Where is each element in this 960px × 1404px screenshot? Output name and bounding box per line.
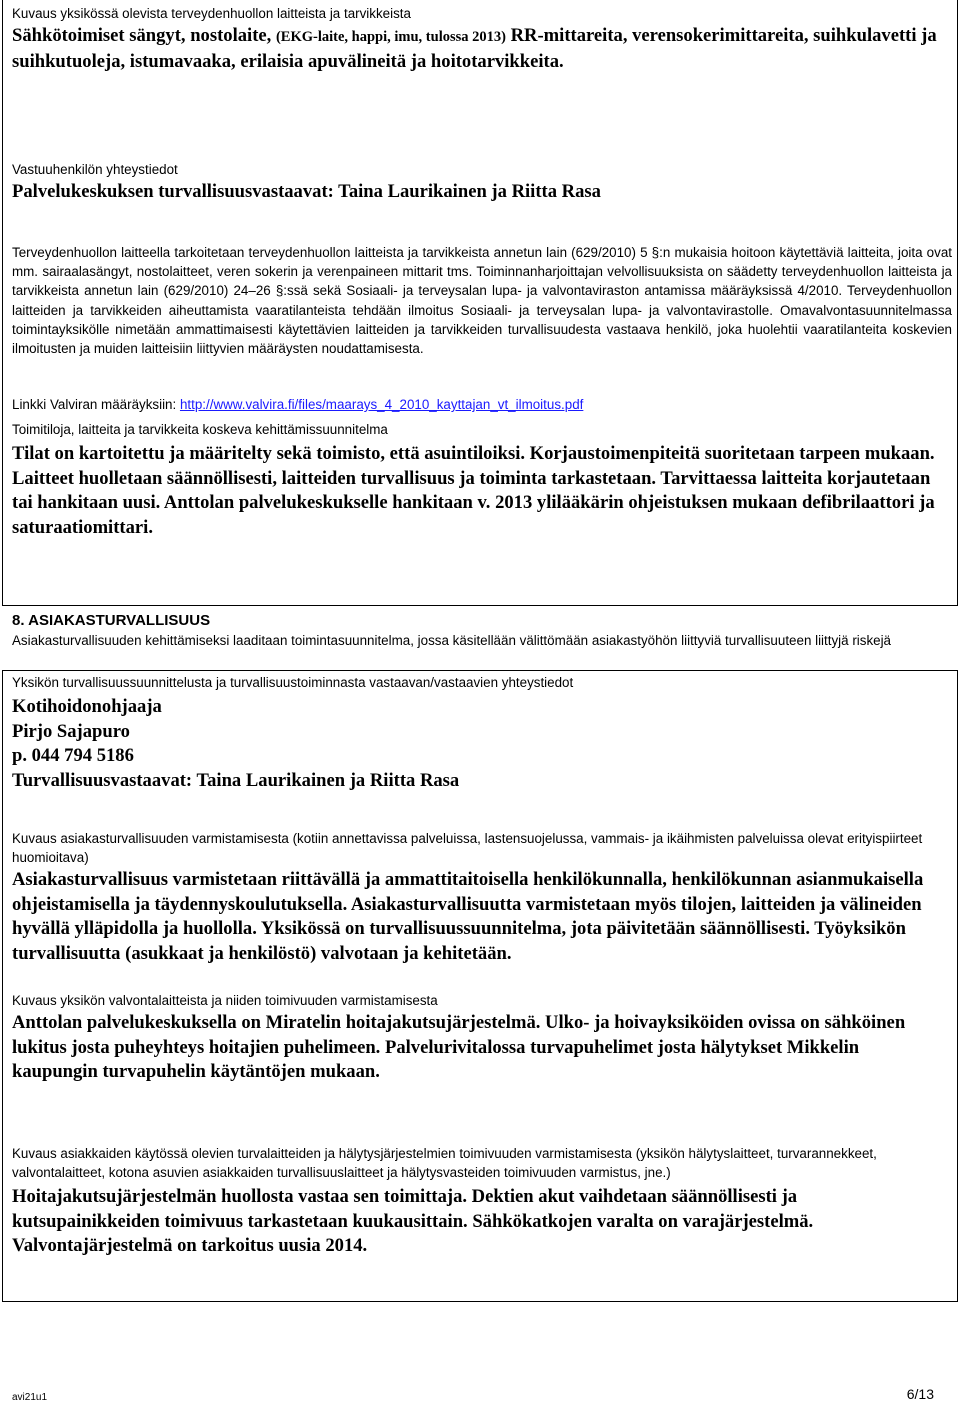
equipment-section bbox=[12, 4, 948, 74]
equipment-label: Kuvaus yksikössä olevista terveydenhuollon laitteista ja tarvikkeista bbox=[12, 6, 411, 21]
footer-doc-id: avi21u1 bbox=[12, 1392, 48, 1403]
monitoring-label: Kuvaus yksikön valvontalaitteista ja niiden toimivuuden varmistamisesta bbox=[12, 993, 438, 1008]
assurance-text: Asiakasturvallisuus varmistetaan riittävällä ja ammattitaitoisella henkilökunnalla, henkilökunnan asianmukaisella ohjeistamisella ja täydennyskoulutuksella. Asiakasturvallisuutta varmistetaan myös tilojen, laitteiden ja välineiden hyvällä ylläpidolla ja huollolla. Yksikössä on turvallisuussuunnitelma, jota päivitetään säännöllisesti. Työyksikön turvallisuutta (asukkaat ja henkilöstö) valvotaan ja kehitetään. bbox=[12, 869, 924, 964]
alarm-label: Kuvaus asiakkaiden käytössä olevien turvalaitteiden ja hälytysjärjestelmien toimivuuden varmistamisesta (yksikön hälytyslaitteet, turvarannekkeet, valvontalaitteet, kotona asuvien asiakkaiden turvallisuuslaitteet ja hälytysvasteiden toimivuuden varmistus, jne.) bbox=[12, 1146, 877, 1180]
safety-contact-line: Pirjo Sajapuro bbox=[12, 720, 130, 742]
valvira-link[interactable]: http://www.valvira.fi/files/maarays_4_2010_kayttajan_vt_ilmoitus.pdf bbox=[179, 397, 584, 412]
equipment-description: Sähkötoimiset sängyt, nostolaite, (EKG-laite, happi, imu, tulossa 2013) RR-mittareita, verensokerimittareita, suihkulavetti ja suihkutuoleja, istumavaaka, erilaisia apuvälineitä ja hoitotarvikkeita. bbox=[12, 25, 937, 72]
section8-heading: 8. ASIAKASTURVALLISUUS bbox=[12, 612, 211, 629]
development-plan bbox=[12, 420, 948, 540]
monitoring-section bbox=[12, 991, 948, 1085]
monitoring-text: Anttolan palvelukeskuksella on Miratelin hoitajakutsujärjestelmä. Ulko- ja hoivayksiköiden ovissa on sähköinen lukitus josta puheyhteys hoitajien puhelimeen. Palvelurivitalossa turvapuhelimet josta hälytykset Mikkelin kaupungin turvapuhelin käytäntöjen mukaan. bbox=[12, 1012, 906, 1082]
plan-label: Toimitiloja, laitteita ja tarvikkeita koskeva kehittämissuunnitelma bbox=[12, 422, 388, 437]
safety-contact-label: Yksikön turvallisuussuunnittelusta ja turvallisuustoiminnasta vastaavan/vastaavien yhteystiedot bbox=[12, 675, 574, 690]
section8-intro: Asiakasturvallisuuden kehittämiseksi laaditaan toimintasuunnitelma, jossa käsitellään välittömään asiakastyöhön liittyviä turvallisuuteen liittyjä riskejä bbox=[12, 633, 892, 648]
safety-contact-line: p. 044 794 5186 bbox=[12, 745, 134, 766]
assurance-label: Kuvaus asiakasturvallisuuden varmistamisesta (kotiin annettavissa palveluissa, lastensuojelussa, vammais- ja ikäihmisten palveluissa olevat erityispiirteet huomioitava) bbox=[12, 831, 923, 865]
responsible-contact bbox=[12, 160, 948, 205]
regulation-text: Terveydenhuollon laitteella tarkoitetaan terveydenhuollon laitteista ja tarvikkeista annetun lain (629/2010) 5 §:n mukaisia hoitoon käytettäviä laitteita, joita ovat mm. sairaalasängyt, nostolaitteet, veren sokerin ja verenpaineen mittarit tms. Toiminnanharjoittajan velvollisuuksista on säädetty terveydenhuollon laitteista ja tarvikkeista annetun lain (629/2010) 24–26 §:ssä sekä Sosiaali- ja terveysalan lupa- ja valvontaviraston antamissa määräyksissä 4/2010. Terveydenhuollon laitteiden ja tarvikkeiden aiheuttamista vaaratilanteista tehdään ilmoitus Sosiaali- ja terveysalan lupa- ja valvontavirastolle. Omavalvontasuunnitelmassa toimintayksikölle nimetään ammattimaisesti käytettävien laitteiden ja tarvikkeiden turvallisuudesta vastaava henkilö, joka huolehtii vaaratilanteita koskevien ilmoitusten ja muiden laitteisiin liittyvien määräysten noudattamisesta. bbox=[12, 245, 952, 357]
alarm-text: Hoitajakutsujärjestelmän huollosta vastaa sen toimittaja. Dektien akut vaihdetaan säännöllisesti ja kutsupainikkeiden toimivuus tarkastetaan kuukausittain. Sähkökatkojen varalta on varajärjestelmä. Valvontajärjestelmä on tarkoitus uusia 2014. bbox=[12, 1186, 814, 1256]
alarm-section bbox=[12, 1144, 892, 1259]
plan-text: Tilat on kartoitettu ja määritelty sekä toimisto, että asuintiloiksi. Korjaustoimenpiteitä suoritetaan tarpeen mukaan. Laitteet huolletaan säännöllisesti, laitteiden turvallisuus ja toiminta tarkastetaan. Tarvittaessa laitteita korjautetaan tai hankitaan uusi. Anttolan palvelukeskukselle hankitaan v. 2013 ylilääkärin ohjeistuksen mukaan defibrilaattori ja saturaatiomittari. bbox=[12, 443, 935, 538]
safety-contact-line: Kotihoidonohjaaja bbox=[12, 696, 162, 717]
footer-page-number: 6/13 bbox=[906, 1386, 934, 1402]
valvira-link-line bbox=[12, 395, 948, 414]
assurance-section bbox=[12, 829, 948, 966]
contact-value: Palvelukeskuksen turvallisuusvastaavat: Taina Laurikainen ja Riitta Rasa bbox=[12, 181, 601, 202]
safety-contact-line: Turvallisuusvastaavat: Taina Laurikainen ja Riitta Rasa bbox=[12, 769, 460, 791]
equipment-regulation-paragraph bbox=[12, 243, 952, 358]
safety-contact bbox=[12, 673, 948, 793]
section8-heading-block bbox=[12, 612, 948, 650]
contact-label: Vastuuhenkilön yhteystiedot bbox=[12, 162, 178, 177]
link-label: Linkki Valviran määräyksiin: bbox=[12, 397, 180, 412]
